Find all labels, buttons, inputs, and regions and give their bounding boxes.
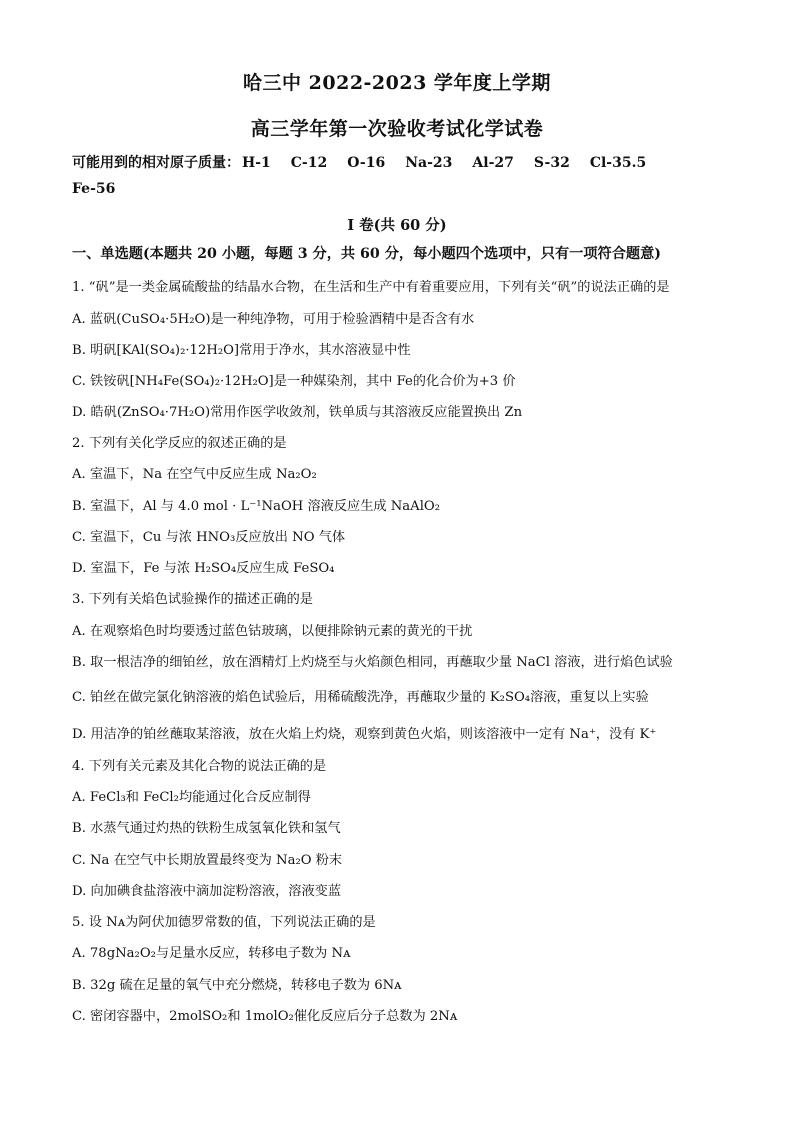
question-1-stem: 1. “矾”是一类金属硫酸盐的结晶水合物，在生活和生产中有着重要应用，下列有关“矾”的说法正确的是 xyxy=(72,280,670,295)
exam-title-line2: 高三学年第一次验收考试化学试卷 xyxy=(250,118,544,140)
question-2-option-d: D. 室温下，Fe 与浓 H₂SO₄反应生成 FeSO₄ xyxy=(72,561,335,576)
section-title: I 卷(共 60 分) xyxy=(347,217,447,234)
atomic-masses-label: 可能用到的相对原子质量： xyxy=(72,155,240,171)
question-1-option-a: A. 蓝矾(CuSO₄·5H₂O)是一种纯净物，可用于检验酒精中是否含有水 xyxy=(72,312,475,327)
question-4-option-b: B. 水蒸气通过灼热的铁粉生成氢氧化铁和氢气 xyxy=(72,821,341,836)
question-5-option-b: B. 32g 硫在足量的氧气中充分燃烧，转移电子数为 6Nᴀ xyxy=(72,978,402,993)
question-1-option-b: B. 明矾[KAl(SO₄)₂·12H₂O]常用于净水，其水溶液显中性 xyxy=(72,343,411,358)
question-3-stem: 3. 下列有关焰色试验操作的描述正确的是 xyxy=(72,592,313,607)
question-4-option-d: D. 向加碘食盐溶液中滴加淀粉溶液，溶液变蓝 xyxy=(72,884,342,899)
question-3-option-b: B. 取一根洁净的细铂丝，放在酒精灯上灼烧至与火焰颜色相同，再蘸取少量 NaCl 溶液，进行焰色试验 xyxy=(72,655,673,670)
mass-c: C-12 xyxy=(290,155,328,171)
question-3-option-c: C. 铂丝在做完氯化钠溶液的焰色试验后，用稀硫酸洗净，再蘸取少量的 K₂SO₄溶液，重复以上实验 xyxy=(72,690,649,705)
mass-cl: Cl-35.5 xyxy=(589,155,647,171)
question-1-option-d: D. 皓矾(ZnSO₄·7H₂O)常用作医学收敛剂，铁单质与其溶液反应能置换出 Zn xyxy=(72,405,523,420)
mass-na: Na-23 xyxy=(405,155,453,171)
question-5-option-c: C. 密闭容器中，2molSO₂和 1molO₂催化反应后分子总数为 2Nᴀ xyxy=(72,1009,458,1024)
mass-h: H-1 xyxy=(242,155,271,171)
question-2-option-a: A. 室温下，Na 在空气中反应生成 Na₂O₂ xyxy=(72,467,317,482)
question-2-option-c: C. 室温下，Cu 与浓 HNO₃反应放出 NO 气体 xyxy=(72,530,346,545)
mass-o: O-16 xyxy=(347,155,386,171)
question-3-option-a: A. 在观察焰色时均要透过蓝色钴玻璃，以便排除钠元素的黄光的干扰 xyxy=(72,624,473,639)
exam-title-line1: 哈三中 2022-2023 学年度上学期 xyxy=(243,72,551,94)
question-1-option-c: C. 铁铵矾[NH₄Fe(SO₄)₂·12H₂O]是一种媒染剂，其中 Fe的化合价为+3 价 xyxy=(72,374,516,389)
question-4-stem: 4. 下列有关元素及其化合物的说法正确的是 xyxy=(72,759,327,774)
mass-s: S-32 xyxy=(533,155,570,171)
mass-fe: Fe-56 xyxy=(72,181,116,197)
question-5-stem: 5. 设 Nᴀ为阿伏加德罗常数的值，下列说法正确的是 xyxy=(72,915,376,930)
mass-al: Al-27 xyxy=(472,155,514,171)
question-2-stem: 2. 下列有关化学反应的叙述正确的是 xyxy=(72,436,287,451)
question-5-option-a: A. 78gNa₂O₂与足量水反应，转移电子数为 Nᴀ xyxy=(72,946,351,961)
section-heading: 一、单选题(本题共 20 小题，每题 3 分，共 60 分，每小题四个选项中，只有一项符合题意) xyxy=(72,246,661,262)
question-4-option-c: C. Na 在空气中长期放置最终变为 Na₂O 粉末 xyxy=(72,853,343,868)
question-4-option-a: A. FeCl₃和 FeCl₂均能通过化合反应制得 xyxy=(72,790,311,805)
question-2-option-b: B. 室温下，Al 与 4.0 mol · L⁻¹NaOH 溶液反应生成 NaAlO₂ xyxy=(72,499,441,514)
question-3-option-d: D. 用洁净的铂丝蘸取某溶液，放在火焰上灼烧，观察到黄色火焰，则该溶液中一定有 Na⁺，没有 K⁺ xyxy=(72,727,657,742)
atomic-masses xyxy=(72,150,722,202)
